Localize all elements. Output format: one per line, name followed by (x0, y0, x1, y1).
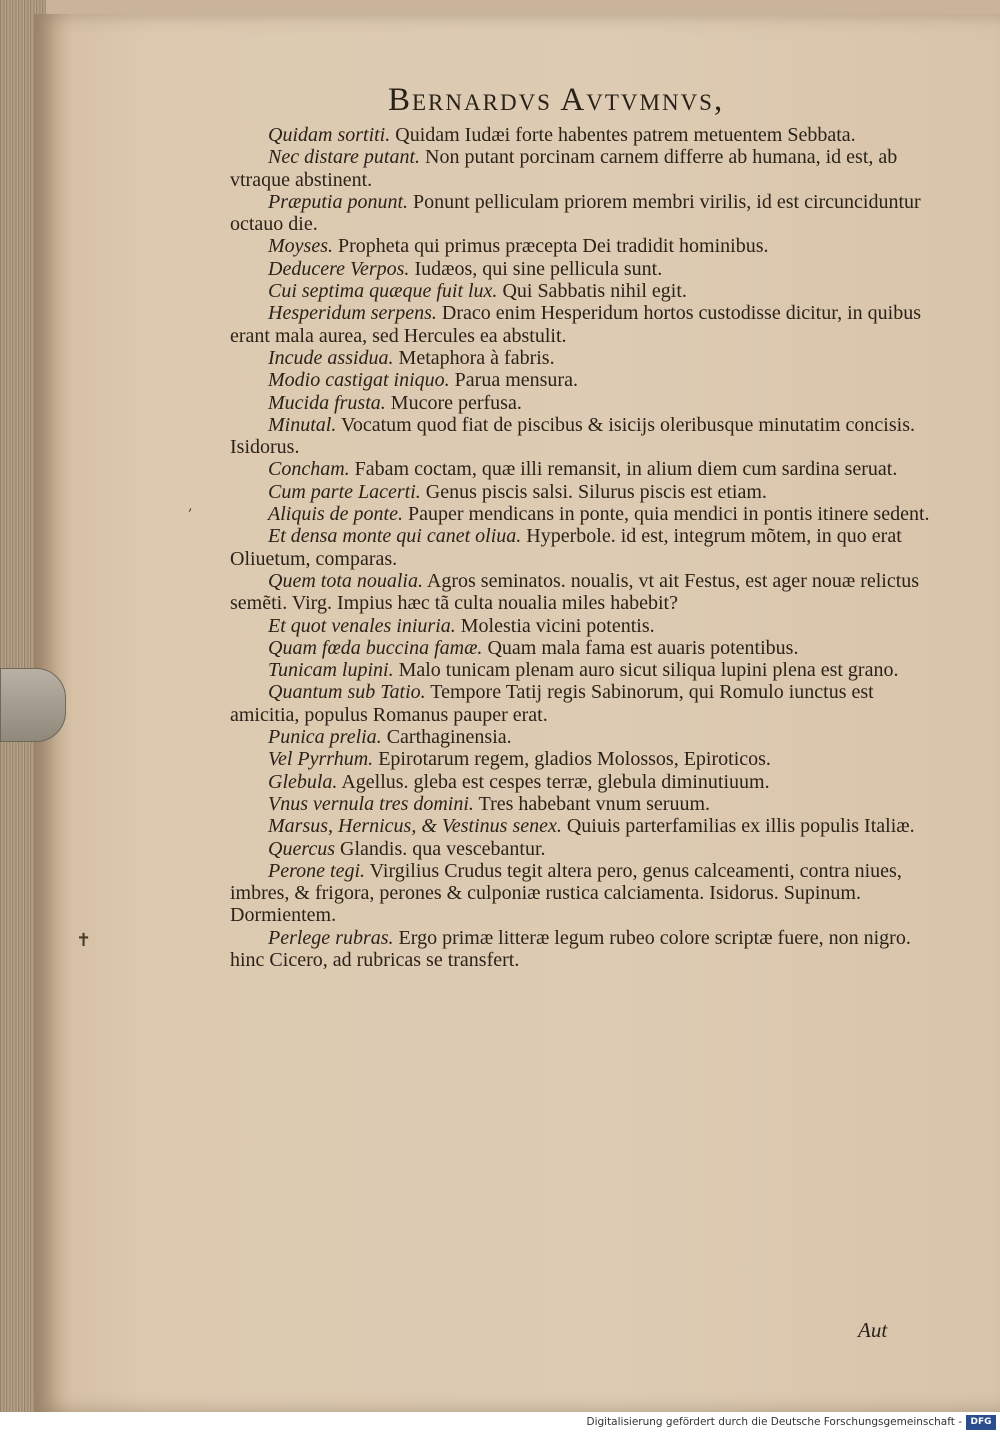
commentary-entry (230, 369, 938, 391)
gloss: Malo tunicam plenam auro sicut siliqua lupini plena est grano. (393, 659, 899, 682)
lemma: Perlege rubras. (268, 926, 394, 949)
commentary-entry (230, 503, 938, 525)
lemma: Vel Pyrrhum. (268, 748, 374, 771)
gloss: Quidam Iudæi forte habentes patrem metuentem Sebbata. (390, 124, 856, 146)
gloss: Carthaginensia. (381, 726, 512, 749)
lemma: Concham. (268, 458, 350, 481)
gloss: Vocatum quod fiat de piscibus & isicijs oleribusque minutatim concisis. Isidorus. (230, 413, 915, 459)
catchword: Aut (858, 1318, 888, 1342)
commentary-entry (230, 280, 938, 302)
lemma: Quantum sub Tatio. (268, 681, 426, 704)
lemma: Moyses. (268, 235, 333, 258)
commentary-entry (230, 124, 938, 146)
book-clasp (0, 668, 66, 742)
commentary-entry (230, 726, 938, 748)
gloss: Agros seminatos. noualis, vt ait Festus, est ager nouæ relictus semẽti. Virg. Impius hæc tã culta noualia miles habebit? (230, 569, 920, 615)
gloss: Ergo primæ litteræ legum rubeo colore scriptæ fuere, non nigro. hinc Cicero, ad rubricas se transfert. (230, 926, 911, 971)
gloss: Genus piscis salsi. Silurus piscis est etiam. (420, 480, 767, 503)
commentary-entry (230, 481, 938, 503)
lemma: Minutal. (268, 413, 337, 436)
gloss: Virgilius Crudus tegit altera pero, genus calceamenti, contra niues, imbres, & frigora, perones & culponiæ rustica calciamenta. Isidorus. Supinum. Dormientem. (230, 859, 902, 927)
lemma: Hesperidum serpens. (268, 302, 437, 325)
commentary-entry (230, 191, 938, 236)
gloss: Hyperbole. id est, integrum mõtem, in quo erat Oliuetum, comparas. (230, 525, 902, 570)
commentary-entry (230, 681, 938, 726)
lemma: Marsus, Hernicus, & Vestinus senex. (268, 815, 562, 838)
gloss: Agellus. gleba est cespes terræ, glebula diminutiuum. (337, 770, 770, 793)
gloss: Draco enim Hesperidum hortos custodisse dicitur, in quibus erant mala aurea, sed Hercules ea abstulit. (230, 302, 921, 347)
lemma: Quidam sortiti. (268, 124, 391, 146)
gloss: Metaphora à fabris. (393, 346, 555, 369)
gloss: Iudæos, qui sine pellicula sunt. (409, 257, 663, 280)
gloss: Epirotarum regem, gladios Molossos, Epiroticos. (373, 748, 771, 771)
gloss: Tres habebant vnum seruum. (473, 792, 711, 815)
lemma: Et quot venales iniuria. (268, 614, 456, 637)
commentary-entry (230, 815, 938, 837)
lemma: Præputia ponunt. (268, 190, 409, 213)
lemma: Et densa monte qui canet oliua. (268, 525, 522, 548)
commentary-entry (230, 146, 938, 191)
lemma: Quercus (268, 837, 336, 860)
margin-mark: ‚ (188, 498, 193, 514)
gloss: Propheta qui primus præcepta Dei tradidit hominibus. (332, 235, 769, 258)
commentary-entry (230, 860, 938, 927)
gloss: Parua mensura. (449, 369, 578, 392)
lemma: Quem tota noualia. (268, 569, 423, 592)
commentary-entry (230, 570, 938, 615)
commentary-entry (230, 458, 938, 480)
gloss: Fabam coctam, quæ illi remansit, in alium diem cum sardina seruat. (349, 458, 898, 481)
lemma: Cui septima quæque fuit lux. (268, 280, 498, 303)
commentary-entry (230, 748, 938, 770)
commentary-entry (230, 414, 938, 459)
commentary-entry (230, 771, 938, 793)
gloss: Tempore Tatij regis Sabinorum, qui Romulo iunctus est amicitia, populus Romanus pauper erat. (230, 681, 874, 726)
gloss: Ponunt pelliculam priorem membri virilis, id est circunciduntur octauo die. (230, 190, 921, 236)
commentary-entry (230, 659, 938, 681)
lemma: Aliquis de ponte. (268, 503, 403, 526)
commentary-entry (230, 927, 938, 972)
gloss: Glandis. qua vescebantur. (335, 837, 546, 860)
gloss: Quam mala fama est auaris potentibus. (482, 636, 799, 659)
lemma: Modio castigat iniquo. (268, 369, 450, 392)
lemma: Quam fœda buccina famæ. (268, 636, 483, 659)
commentary-entry (230, 525, 938, 570)
lemma: Tunicam lupini. (268, 659, 394, 682)
lemma: Incude assidua. (268, 346, 394, 369)
margin-mark: ✝ (76, 930, 92, 951)
commentary-entry (230, 347, 938, 369)
gloss: Mucore perfusa. (385, 391, 522, 414)
lemma: Mucida frusta. (268, 391, 386, 414)
gloss: Qui Sabbatis nihil egit. (497, 280, 687, 303)
commentary-entry (230, 793, 938, 815)
commentary-entry (230, 235, 938, 257)
lemma: Perone tegi. (268, 859, 366, 882)
commentary-entry (230, 615, 938, 637)
lemma: Nec distare putant. (268, 146, 421, 169)
commentary-entry (230, 302, 938, 347)
commentary-entry (230, 392, 938, 414)
commentary-text (230, 124, 938, 971)
footer-bar (0, 1412, 1000, 1434)
lemma: Cum parte Lacerti. (268, 480, 421, 503)
gloss: Non putant porcinam carnem differre ab humana, id est, ab vtraque abstinent. (230, 146, 898, 191)
gloss: Quiuis parterfamilias ex illis populis Italiæ. (561, 815, 915, 838)
lemma: Vnus vernula tres domini. (268, 792, 474, 815)
commentary-entry (230, 637, 938, 659)
running-header: Bernardvs Avtvmnvs, (388, 82, 725, 118)
gloss: Molestia vicini potentis. (455, 614, 655, 637)
commentary-entry (230, 258, 938, 280)
lemma: Glebula. (268, 770, 338, 793)
lemma: Deducere Verpos. (268, 257, 410, 280)
commentary-entry (230, 838, 938, 860)
footer-credit: Digitalisierung gefördert durch die Deutsche Forschungsgemeinschaft - (586, 1416, 962, 1428)
gloss: Pauper mendicans in ponte, quia mendici in pontis itinere sedent. (402, 503, 930, 526)
dfg-logo-icon: DFG (966, 1415, 996, 1430)
lemma: Punica prelia. (268, 726, 382, 749)
